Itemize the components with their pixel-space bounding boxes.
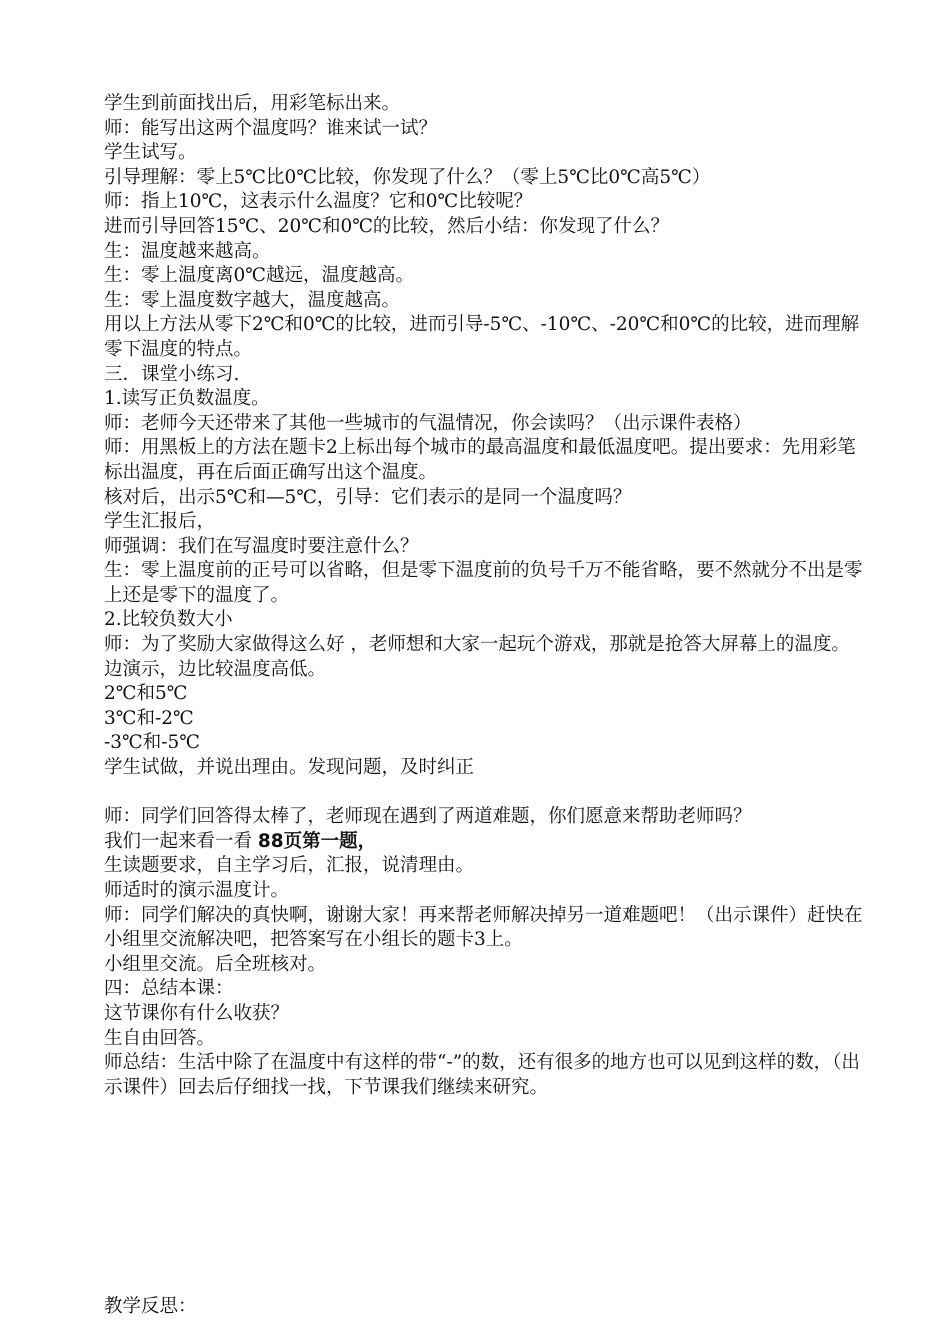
text-line: 生读题要求，自主学习后，汇报，说清理由。 xyxy=(104,855,475,877)
text-line: 师：老师今天还带来了其他一些城市的气温情况，你会读吗？（出示课件表格） xyxy=(104,412,752,434)
text-line: 生：零上温度前的正号可以省略，但是零下温度前的负号千万不能省略，要不然就分不出是零上还是零下的温度了。 xyxy=(104,560,863,606)
text-line: 生：零上温度离0℃越远，温度越高。 xyxy=(104,265,414,287)
text-line-with-bold xyxy=(104,830,874,855)
section-heading: 四：总结本课： xyxy=(104,978,234,1000)
text-line: 师：为了奖励大家做得这么好 ，老师想和大家一起玩个游戏，那就是抢答大屏幕上的温度。 xyxy=(104,634,850,656)
teaching-reflection-heading: 教学反思： xyxy=(104,1296,197,1317)
text-line: 生自由回答。 xyxy=(104,1027,216,1049)
text-line: 学生汇报后， xyxy=(104,511,216,533)
subsection-heading: 2.比较负数大小 xyxy=(104,609,233,631)
text-line: 用以上方法从零下2℃和0℃的比较，进而引导-5℃、-10℃、-20℃和0℃的比较，进而理解零下温度的特点。 xyxy=(104,314,860,360)
text-line: 师：用黑板上的方法在题卡2上标出每个城市的最高温度和最低温度吧。提出要求：先用彩笔标出温度，再在后面正确写出这个温度。 xyxy=(104,437,856,483)
text-line: 小组里交流。后全班核对。 xyxy=(104,953,327,975)
text-line: 边演示，边比较温度高低。 xyxy=(104,658,327,680)
text-line: 生：温度越来越高。 xyxy=(104,240,271,262)
comparison-item: 2℃和5℃ xyxy=(104,683,188,705)
text-segment: 我们一起来看一看 xyxy=(104,830,258,852)
text-line: 引导理解：零上5℃比0℃比较，你发现了什么？（零上5℃比0℃高5℃） xyxy=(104,166,711,188)
text-line: 学生试写。 xyxy=(104,142,197,164)
subsection-heading: 1.读写正负数温度。 xyxy=(104,388,270,410)
text-line: 核对后，出示5℃和—5℃，引导：它们表示的是同一个温度吗？ xyxy=(104,486,632,508)
text-line: 师：能写出这两个温度吗？谁来试一试？ xyxy=(104,117,438,139)
text-line: 师：指上10℃，这表示什么温度？它和0℃比较呢？ xyxy=(104,191,533,213)
section-heading: 三．课堂小练习. xyxy=(104,363,240,385)
text-line: 师适时的演示温度计。 xyxy=(104,880,290,901)
comparison-item: 3℃和-2℃ xyxy=(104,707,194,729)
text-line: 这节课你有什么收获？ xyxy=(104,1002,290,1024)
text-line: 生：零上温度数字越大，温度越高。 xyxy=(104,289,401,311)
document-body xyxy=(104,92,874,1100)
text-line: 学生试做，并说出理由。发现问题，及时纠正 xyxy=(104,757,475,779)
comparison-item: -3℃和-5℃ xyxy=(104,732,200,754)
text-line: 进而引导回答15℃、20℃和0℃的比较，然后小结：你发现了什么？ xyxy=(104,215,669,237)
text-line: 师：同学们解决的真快啊，谢谢大家！再来帮老师解决掉另一道难题吧！（出示课件）赶快在小组里交流解决吧，把答案写在小组长的题卡3上。 xyxy=(104,904,863,951)
text-line: 师：同学们回答得太棒了，老师现在遇到了两道难题，你们愿意来帮助老师吗？ xyxy=(104,806,752,828)
text-line: 学生到前面找出后，用彩笔标出来。 xyxy=(104,93,401,114)
bold-page-reference: 88页第一题， xyxy=(257,830,377,852)
text-line: 师总结：生活中除了在温度中有这样的带“-”的数，还有很多的地方也可以见到这样的数，（出示课件）回去后仔细找一找，下节课我们继续来研究。 xyxy=(104,1052,860,1098)
blank-line xyxy=(104,781,874,806)
text-line: 师强调：我们在写温度时要注意什么？ xyxy=(104,535,419,557)
